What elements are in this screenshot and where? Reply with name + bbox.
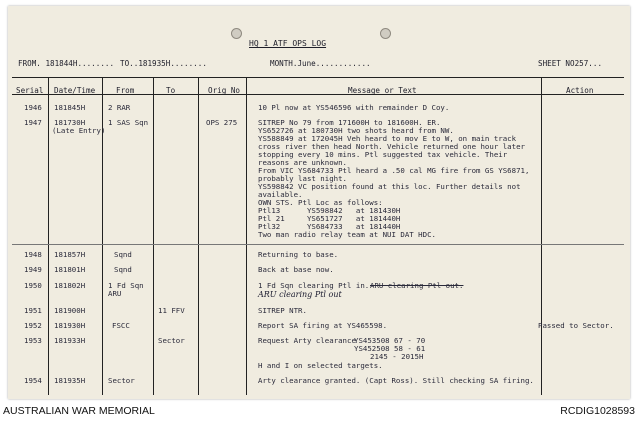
- from-cell: Sector: [108, 376, 135, 385]
- message-line: Report SA firing at YS465598.: [258, 321, 388, 330]
- from-cell: Sqnd: [114, 250, 132, 259]
- datetime-cell: 181935H: [54, 376, 86, 385]
- to-value: 181935H: [138, 59, 171, 68]
- sheet-field: [538, 59, 602, 68]
- col-header-orig-no: Orig No: [208, 86, 241, 95]
- dot-leader: ...: [588, 59, 603, 68]
- struck-text: ARU clearing Ptl out.: [370, 281, 464, 290]
- punch-hole: [380, 28, 391, 39]
- message-line: 1 Fd Sqn clearing Ptl in.: [258, 281, 370, 290]
- message-line: Two man radio relay team at NUI DAT HDC.: [258, 230, 436, 239]
- serial-cell: 1952: [24, 321, 42, 330]
- footer-credit: AUSTRALIAN WAR MEMORIAL: [3, 405, 155, 417]
- column-divider: [48, 77, 49, 395]
- datetime-cell: 181933H: [54, 336, 86, 345]
- serial-cell: 1948: [24, 250, 42, 259]
- dot-leader: ............: [315, 59, 371, 68]
- column-divider: [153, 77, 154, 395]
- message-line: Request Arty clearance: [258, 336, 356, 345]
- message-line: Returning to base.: [258, 250, 339, 259]
- message-line: Ptl 21 YS651727 at 181440H: [258, 214, 401, 223]
- to-cell: 11 FFV: [158, 306, 185, 315]
- to-field: TO..181935H........: [120, 59, 207, 68]
- dot-leader: ........: [170, 59, 207, 68]
- from-cell-continued: ARU: [108, 289, 122, 298]
- message-line: Back at base now.: [258, 265, 334, 274]
- message-line: 10 Pl now at YS546596 with remainder D Coy.: [258, 103, 450, 112]
- message-line: YS588849 at 172045H Veh heard to mov E to W, on main track: [258, 134, 517, 143]
- handwritten-correction: ARU clearing Ptl out: [258, 290, 342, 299]
- from-value: 181844H: [45, 59, 78, 68]
- month-field: MONTH.June............: [270, 59, 371, 68]
- column-divider: [541, 77, 542, 395]
- log-title: HQ 1 ATF OPS LOG: [249, 39, 327, 48]
- message-line: cross river then head North. Vehicle returned one hour later: [258, 142, 525, 151]
- from-field: FROM. 181844H........: [18, 59, 115, 68]
- month-value: June: [297, 59, 316, 68]
- message-line: SITREP No 79 from 171600H to 181600H. ER.: [258, 118, 441, 127]
- datetime-cell: 181930H: [54, 321, 86, 330]
- message-line: OWN STS. Ptl Loc as follows:: [258, 198, 383, 207]
- late-entry-note: (Late Entry): [52, 126, 106, 135]
- message-line: Ptl32 YS684733 at 181440H: [258, 222, 401, 231]
- datetime-cell: 181802H: [54, 281, 86, 290]
- action-cell: Passed to Sector.: [538, 321, 614, 330]
- message-line: available.: [258, 190, 303, 199]
- message-line: stopping every 10 mins. Ptl suggested tax vehicle. Their: [258, 150, 508, 159]
- table-top-rule: [12, 77, 624, 78]
- serial-cell: 1946: [24, 103, 42, 112]
- col-header-to: To: [166, 86, 176, 95]
- message-line: SITREP NTR.: [258, 306, 307, 315]
- datetime-cell: 181845H: [54, 103, 86, 112]
- orig-no-cell: OPS 275: [206, 118, 238, 127]
- from-cell: 1 SAS Sqn: [108, 118, 149, 127]
- col-header-serial: Serial: [16, 86, 44, 95]
- serial-cell: 1950: [24, 281, 42, 290]
- footer-record-id: RCDIG1028593: [560, 405, 635, 417]
- serial-cell: 1947: [24, 118, 42, 127]
- row-divider: [12, 244, 624, 245]
- log-sheet: [8, 6, 630, 399]
- message-line: Arty clearance granted. (Capt Ross). Still checking SA firing.: [258, 376, 534, 385]
- from-cell: 1 Fd Sqn: [108, 281, 144, 290]
- to-cell: Sector: [158, 336, 185, 345]
- message-line: Ptl13 YS598842 at 181430H: [258, 206, 401, 215]
- column-divider: [102, 77, 103, 395]
- from-cell: Sqnd: [114, 265, 132, 274]
- col-header-action: Action: [566, 86, 594, 95]
- month-label: MONTH: [270, 59, 293, 68]
- message-line: probably last night.: [258, 174, 347, 183]
- serial-cell: 1954: [24, 376, 42, 385]
- clearance-line: 2145 - 2015H: [370, 352, 424, 361]
- message-line: YS652726 at 180730H two shots heard from NW.: [258, 126, 454, 135]
- from-cell: 2 RAR: [108, 103, 131, 112]
- datetime-cell: 181900H: [54, 306, 86, 315]
- from-label: FROM: [18, 59, 37, 68]
- col-header-from: From: [116, 86, 135, 95]
- to-label: TO: [120, 59, 130, 68]
- sheet-label: SHEET NO: [538, 59, 575, 68]
- clearance-line: YS453508 67 - 70: [354, 336, 426, 345]
- serial-cell: 1953: [24, 336, 42, 345]
- from-cell: FSCC: [112, 321, 130, 330]
- sheet-value: 257: [574, 59, 589, 68]
- col-header-message: Message or Text: [348, 86, 417, 95]
- datetime-cell: 181857H: [54, 250, 86, 259]
- dot-leader: ........: [77, 59, 115, 68]
- datetime-cell: 181730H: [54, 118, 86, 127]
- clearance-line: YS452508 58 - 61: [354, 344, 426, 353]
- punch-hole: [231, 28, 242, 39]
- col-header-datetime: Date/Time: [54, 86, 96, 95]
- column-divider: [246, 77, 247, 395]
- message-line: YS598842 VC position found at this loc. Further details not: [258, 182, 521, 191]
- serial-cell: 1951: [24, 306, 42, 315]
- column-divider: [198, 77, 199, 395]
- datetime-cell: 181801H: [54, 265, 86, 274]
- message-line: H and I on selected targets.: [258, 361, 383, 370]
- message-line: From VIC YS684733 Ptl heard a .50 cal MG fire from GS YS6871,: [258, 166, 530, 175]
- serial-cell: 1949: [24, 265, 42, 274]
- table-header-rule: [12, 94, 624, 95]
- message-line: reasons are unknown.: [258, 158, 347, 167]
